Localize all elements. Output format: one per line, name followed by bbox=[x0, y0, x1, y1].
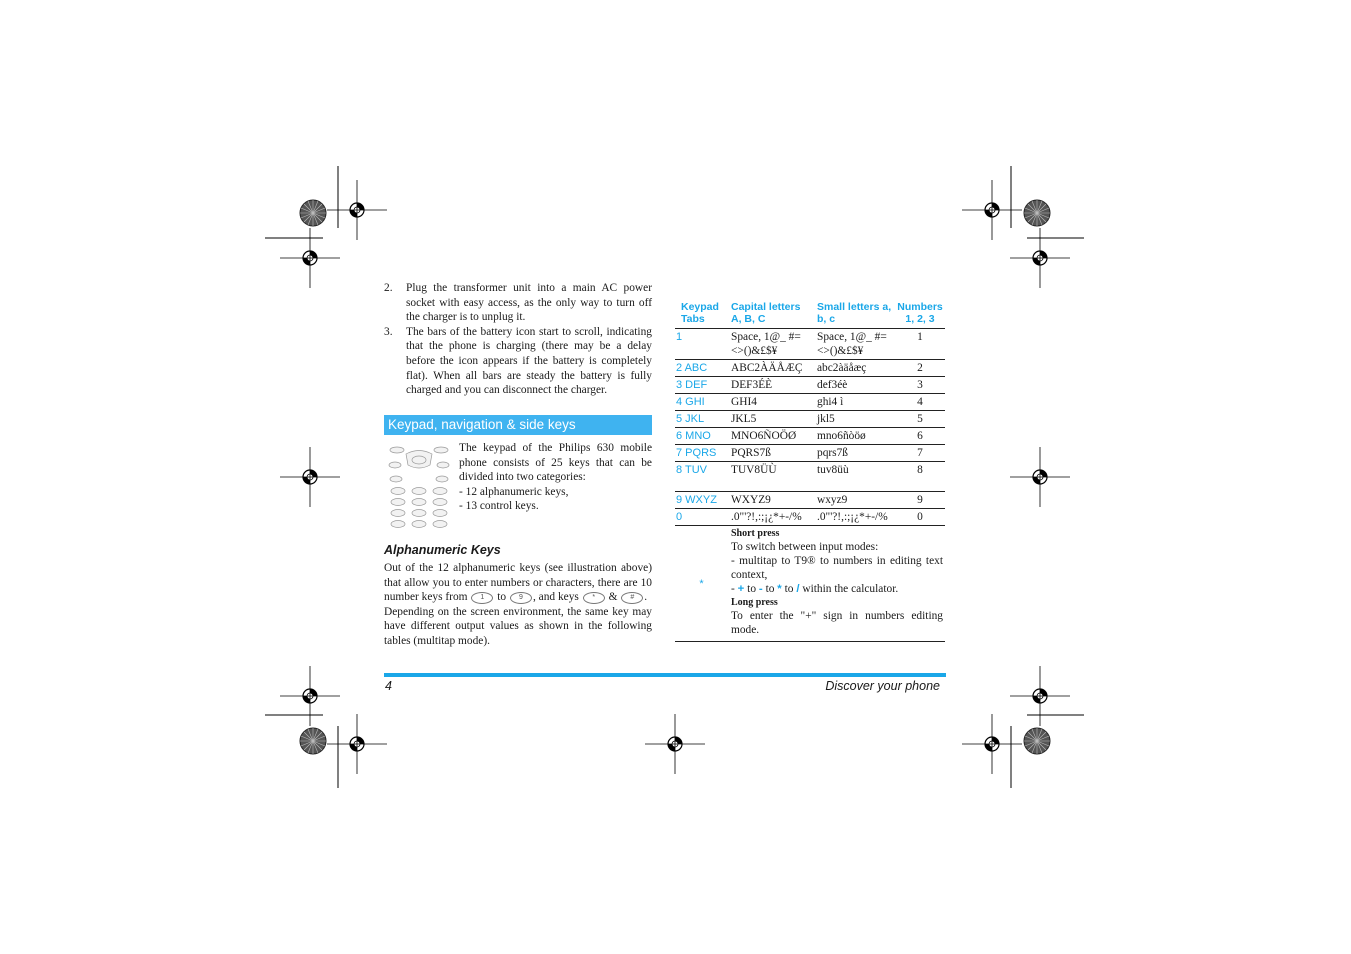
small-cell: wxyz9 bbox=[815, 492, 895, 509]
header-numbers: Numbers 1, 2, 3 bbox=[895, 298, 945, 329]
key-cell: 3 DEF bbox=[675, 377, 729, 394]
small-cell: Space, 1@_ #= <>()&£$¥ bbox=[815, 329, 895, 360]
table-row bbox=[675, 329, 945, 360]
small-cell: mno6ñòöø bbox=[815, 428, 895, 445]
key-1-icon: 1 bbox=[471, 592, 493, 604]
alpha-amp: & bbox=[608, 591, 618, 604]
alphanumeric-title: Alphanumeric Keys bbox=[384, 543, 501, 557]
to-text: to bbox=[765, 583, 775, 595]
key-cell: 7 PQRS bbox=[675, 445, 729, 462]
alpha-period: . bbox=[644, 591, 648, 604]
minus-key: - bbox=[758, 583, 763, 595]
section-title: Keypad, navigation & side keys bbox=[384, 415, 652, 435]
small-cell: .0"'?!,:;¡¿*+-/% bbox=[815, 509, 895, 526]
keypad-illustration bbox=[386, 445, 452, 531]
alpha-p2: Depending on the screen environment, the same key may have different output values as shown in the following tables (multitap mode). bbox=[384, 605, 652, 647]
small-cell: jkl5 bbox=[815, 411, 895, 428]
alpha-p1a: Out of the 12 alphanumeric keys (see illustration above) that allow you to enter numbers or characters, there are 10 number keys from bbox=[384, 562, 652, 604]
short-press-label: Short press bbox=[731, 528, 780, 539]
long-press-label: Long press bbox=[731, 597, 778, 608]
key-star-icon: * bbox=[583, 592, 605, 604]
header-capital: Capital letters A, B, C bbox=[729, 298, 815, 329]
key-cell: 5 JKL bbox=[675, 411, 729, 428]
key-9-icon: 9 bbox=[510, 592, 532, 604]
plus-key: + bbox=[737, 583, 745, 595]
capital-cell: ABC2ÀÄÅÆÇ bbox=[729, 360, 815, 377]
number-cell: 7 bbox=[895, 445, 945, 462]
header-keypad: Keypad Tabs bbox=[675, 298, 729, 329]
capital-cell: .0"'?!,:;¡¿*+-/% bbox=[729, 509, 815, 526]
footer-rule bbox=[384, 673, 946, 677]
small-cell: ghi4 ì bbox=[815, 394, 895, 411]
short-press-line2 bbox=[731, 582, 943, 596]
step-number: 3. bbox=[384, 325, 393, 338]
star-key-label: * bbox=[699, 577, 704, 590]
step-text: The bars of the battery icon start to scroll, indicating that the phone is charging (there may be a delay before the icon appears if the battery is completely flat). When all bars are steady the battery is fully charged and you can disconnect the charger. bbox=[406, 325, 652, 397]
key-cell: 4 GHI bbox=[675, 394, 729, 411]
short-press-line1: - multitap to T9® to numbers in editing text context, bbox=[731, 555, 943, 581]
small-cell: abc2àäåæç bbox=[815, 360, 895, 377]
capital-cell: GHI4 bbox=[729, 394, 815, 411]
key-hash-icon: # bbox=[621, 592, 643, 604]
table-row-star bbox=[675, 526, 945, 642]
multitap-table bbox=[675, 298, 945, 642]
chapter-title: Discover your phone bbox=[825, 679, 940, 693]
step-number: 2. bbox=[384, 282, 393, 294]
small-cell: pqrs7ß bbox=[815, 445, 895, 462]
key-cell: 9 WXYZ bbox=[675, 492, 729, 509]
capital-cell: WXYZ9 bbox=[729, 492, 815, 509]
key-cell: 1 bbox=[675, 329, 729, 360]
intro-bullet: - 13 control keys. bbox=[459, 500, 539, 513]
star-key: * bbox=[777, 583, 782, 595]
number-cell: 8 bbox=[895, 462, 945, 492]
step-text: Plug the transformer unit into a main AC power socket with easy access, as the only way to turn off the charger is to unplug it. bbox=[406, 282, 652, 324]
intro-bullet: - 12 alphanumeric keys, bbox=[459, 485, 569, 498]
page-number: 4 bbox=[385, 679, 392, 693]
number-cell: 1 bbox=[895, 329, 945, 360]
slash-key: / bbox=[796, 583, 800, 595]
table-header-row bbox=[675, 298, 945, 329]
small-cell: def3éè bbox=[815, 377, 895, 394]
step-3 bbox=[384, 325, 652, 398]
table-row bbox=[675, 428, 945, 445]
key-cell: 0 bbox=[675, 509, 729, 526]
capital-cell: JKL5 bbox=[729, 411, 815, 428]
capital-cell: MNO6ÑOÖØ bbox=[729, 428, 815, 445]
long-press-text: To enter the "+" sign in numbers editing mode. bbox=[731, 610, 943, 636]
key-cell: 2 ABC bbox=[675, 360, 729, 377]
line2-suffix: within the calculator. bbox=[802, 583, 899, 595]
header-small: Small letters a, b, c bbox=[815, 298, 895, 329]
line2-prefix: - bbox=[731, 583, 738, 595]
capital-cell: TUV8ÜÙ bbox=[729, 462, 815, 492]
table-row bbox=[675, 509, 945, 526]
table-row bbox=[675, 462, 945, 492]
number-cell: 0 bbox=[895, 509, 945, 526]
capital-cell: Space, 1@_ #= <>()&£$¥ bbox=[729, 329, 815, 360]
number-cell: 5 bbox=[895, 411, 945, 428]
alpha-p1b: , and keys bbox=[532, 591, 579, 604]
table-row bbox=[675, 411, 945, 428]
number-cell: 6 bbox=[895, 428, 945, 445]
key-cell bbox=[675, 526, 729, 642]
star-description bbox=[729, 526, 945, 642]
key-cell: 8 TUV bbox=[675, 462, 729, 492]
small-cell: tuv8üù bbox=[815, 462, 895, 492]
number-cell: 3 bbox=[895, 377, 945, 394]
number-cell: 2 bbox=[895, 360, 945, 377]
table-row bbox=[675, 360, 945, 377]
table-row bbox=[675, 445, 945, 462]
short-press-text: To switch between input modes: bbox=[731, 541, 879, 553]
number-cell: 4 bbox=[895, 394, 945, 411]
capital-cell: PQRS7ß bbox=[729, 445, 815, 462]
alphanumeric-text bbox=[384, 561, 652, 649]
capital-cell: DEF3ÉÈ bbox=[729, 377, 815, 394]
keypad-intro bbox=[459, 441, 652, 514]
table-row bbox=[675, 394, 945, 411]
table-row bbox=[675, 492, 945, 509]
number-cell: 9 bbox=[895, 492, 945, 509]
table-row bbox=[675, 377, 945, 394]
charging-steps bbox=[384, 281, 652, 398]
alpha-to: to bbox=[497, 591, 507, 604]
key-cell: 6 MNO bbox=[675, 428, 729, 445]
to-text: to bbox=[747, 583, 757, 595]
intro-text: The keypad of the Philips 630 mobile phone consists of 25 keys that can be divided into two categories: bbox=[459, 442, 652, 484]
to-text: to bbox=[784, 583, 794, 595]
step-2 bbox=[384, 281, 652, 325]
